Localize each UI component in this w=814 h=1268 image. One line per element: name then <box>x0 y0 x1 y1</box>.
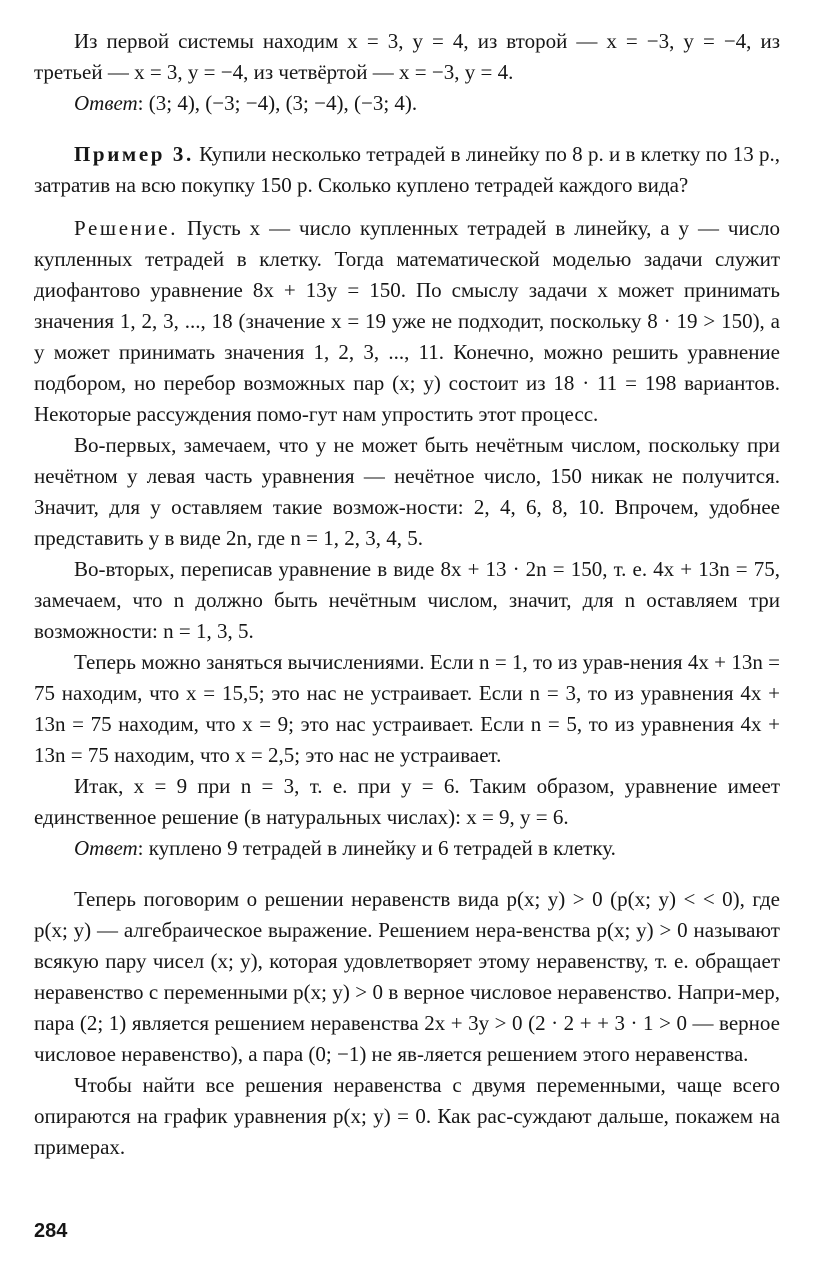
answer-1-text: : (3; 4), (−3; −4), (3; −4), (−3; 4). <box>137 91 418 115</box>
solution <box>34 213 780 430</box>
paragraph-firstly: Во-первых, замечаем, что y не может быть нечётным числом, поскольку при нечётном y левая часть уравнения — нечётное число, 150 никак не получится. Значит, для y оставляем такие возмож-ности: 2, 4, 6, 8, 10. Впрочем, удобнее представить y в виде 2n, где n = 1, 2, 3, 4, 5. <box>34 433 780 550</box>
answer-1 <box>34 88 780 119</box>
paragraph-inequalities: Теперь поговорим о решении неравенств вида p(x; y) > 0 (p(x; y) < < 0), где p(x; y) — алгебраическое выражение. Решением нера-венства p(x; y) > 0 называют всякую пару чисел (x; y), которая удовлетворяет этому неравенству, т. е. обращает неравенство с переменными p(x; y) > 0 в верное числовое неравенство. Напри-мер, пара (2; 1) является решением неравенства 2x + 3y > 0 (2 · 2 + + 3 · 1 > 0 — верное числовое неравенство), а пара (0; −1) не яв-ляется решением этого неравенства. <box>34 887 780 1066</box>
answer-label: Ответ <box>74 91 138 115</box>
solution-text: Пусть x — число купленных тетрадей в линейку, а y — число купленных тетрадей в клетку. Тогда математической моделью задачи служит диофантово уравнение 8x + 13y = 150. По смыслу задачи x может принимать значения 1, 2, 3, ..., 18 (значение x = 19 уже не подходит, поскольку 8 · 19 > 150), а y может принимать значения 1, 2, 3, ..., 11. Конечно, можно решить уравнение подбором, но перебор возможных пар (x; y) состоит из 18 · 11 = 198 вариантов. Некоторые рассуждения помо-гут нам упростить этот процесс. <box>34 216 780 426</box>
answer-2 <box>34 833 780 864</box>
example-3 <box>34 139 780 201</box>
example-3-text: Купили несколько тетрадей в линейку по 8 р. и в клетку по 13 р., затратив на всю покупку 150 р. Сколько куплено тетрадей каждого вида? <box>34 142 780 197</box>
page-number: 284 <box>34 1220 68 1242</box>
paragraph-calculations: Теперь можно заняться вычислениями. Если n = 1, то из урав-нения 4x + 13n = 75 находим, что x = 15,5; это нас не устраивает. Если n = 3, то из уравнения 4x + 13n = 75 находим, что x = 9; это нас устраивает. Если n = 5, то из уравнения 4x + 13n = 75 находим, что x = 2,5; это нас не устраивает. <box>34 650 780 767</box>
paragraph-conclusion: Итак, x = 9 при n = 3, т. е. при y = 6. Таким образом, уравнение имеет единственное решение (в натуральных числах): x = 9, y = 6. <box>34 774 780 829</box>
example-label: Пример 3. <box>74 142 194 166</box>
paragraph-graph-method: Чтобы найти все решения неравенства с двумя переменными, чаще всего опираются на график уравнения p(x; y) = 0. Как рас-суждают дальше, покажем на примерах. <box>34 1073 780 1159</box>
paragraph-secondly: Во-вторых, переписав уравнение в виде 8x + 13 · 2n = 150, т. е. 4x + 13n = 75, замечаем, что n должно быть нечётным числом, значит, для n оставляем три возможности: n = 1, 3, 5. <box>34 557 780 643</box>
answer-2-text: : куплено 9 тетрадей в линейку и 6 тетрадей в клетку. <box>137 836 616 860</box>
answer-label: Ответ <box>74 836 138 860</box>
paragraph-system-result: Из первой системы находим x = 3, y = 4, из второй — x = −3, y = −4, из третьей — x = 3, y = −4, из четвёртой — x = −3, y = 4. <box>34 29 780 84</box>
solution-label: Решение. <box>74 216 179 240</box>
